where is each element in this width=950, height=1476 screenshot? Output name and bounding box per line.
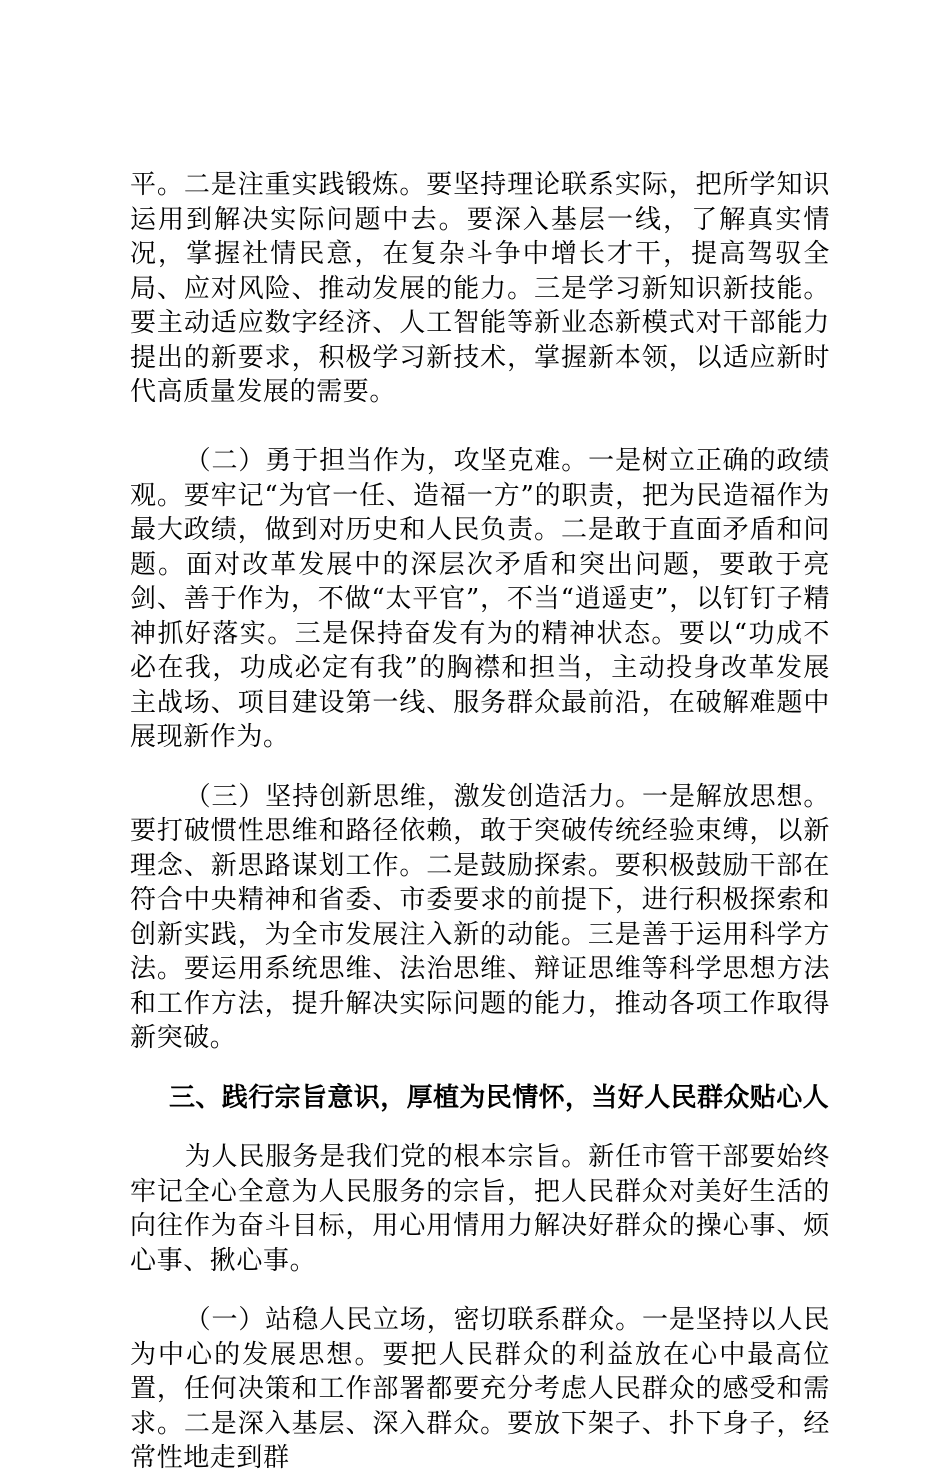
paragraph-spacer bbox=[130, 410, 830, 445]
document-body bbox=[130, 168, 830, 1476]
paragraph-continuation: 平。二是注重实践锻炼。要坚持理论联系实际，把所学知识运用到解决实际问题中去。要深入基层一线，了解真实情况，掌握社情民意，在复杂斗争中增长才干，提高驾驭全局、应对风险、推动发展的能力。三是学习新知识新技能。要主动适应数字经济、人工智能等新业态新模式对干部能力提出的新要求，积极学习新技术，掌握新本领，以适应新时代高质量发展的需要。 bbox=[130, 170, 830, 407]
paragraph-spacer bbox=[130, 755, 830, 780]
paragraph-spacer bbox=[130, 1056, 830, 1081]
paragraph-section-2-2: （二）勇于担当作为，攻坚克难。一是树立正确的政绩观。要牢记“为官一任、造福一方”的职责，把为民造福作为最大政绩，做到对历史和人民负责。二是敢于直面矛盾和问题。面对改革发展中的深层次矛盾和突出问题，要敢于亮剑、善于作为，不做“太平官”，不当“逍遥吏”，以钉钉子精神抓好落实。三是保持奋发有为的精神状态。要以“功成不必在我，功成必定有我”的胸襟和担当，主动投身改革发展主战场、项目建设第一线、服务群众最前沿，在破解难题中展现新作为。 bbox=[130, 446, 830, 752]
section-heading-3: 三、践行宗旨意识，厚植为民情怀，当好人民群众贴心人 bbox=[169, 1082, 830, 1113]
paragraph-section-3-1: （一）站稳人民立场，密切联系群众。一是坚持以人民为中心的发展思想。要把人民群众的利益放在心中最高位置，任何决策和工作部署都要充分考虑人民群众的感受和需求。二是深入基层、深入群众。要放下架子、扑下身子，经常性地走到群 bbox=[130, 1305, 830, 1473]
paragraph-spacer bbox=[130, 1115, 830, 1140]
paragraph-section-2-3: （三）坚持创新思维，激发创造活力。一是解放思想。要打破惯性思维和路径依赖，敢于突破传统经验束缚，以新理念、新思路谋划工作。二是鼓励探索。要积极鼓励干部在符合中央精神和省委、市委要求的前提下，进行积极探索和创新实践，为全市发展注入新的动能。三是善于运用科学方法。要运用系统思维、法治思维、辩证思维等科学思想方法和工作方法，提升解决实际问题的能力，推动各项工作取得新突破。 bbox=[130, 781, 830, 1053]
paragraph-spacer bbox=[130, 1278, 830, 1303]
paragraph-section-3-intro: 为人民服务是我们党的根本宗旨。新任市管干部要始终牢记全心全意为人民服务的宗旨，把人民群众对美好生活的向往作为奋斗目标，用心用情用力解决好群众的操心事、烦心事、揪心事。 bbox=[130, 1142, 830, 1276]
